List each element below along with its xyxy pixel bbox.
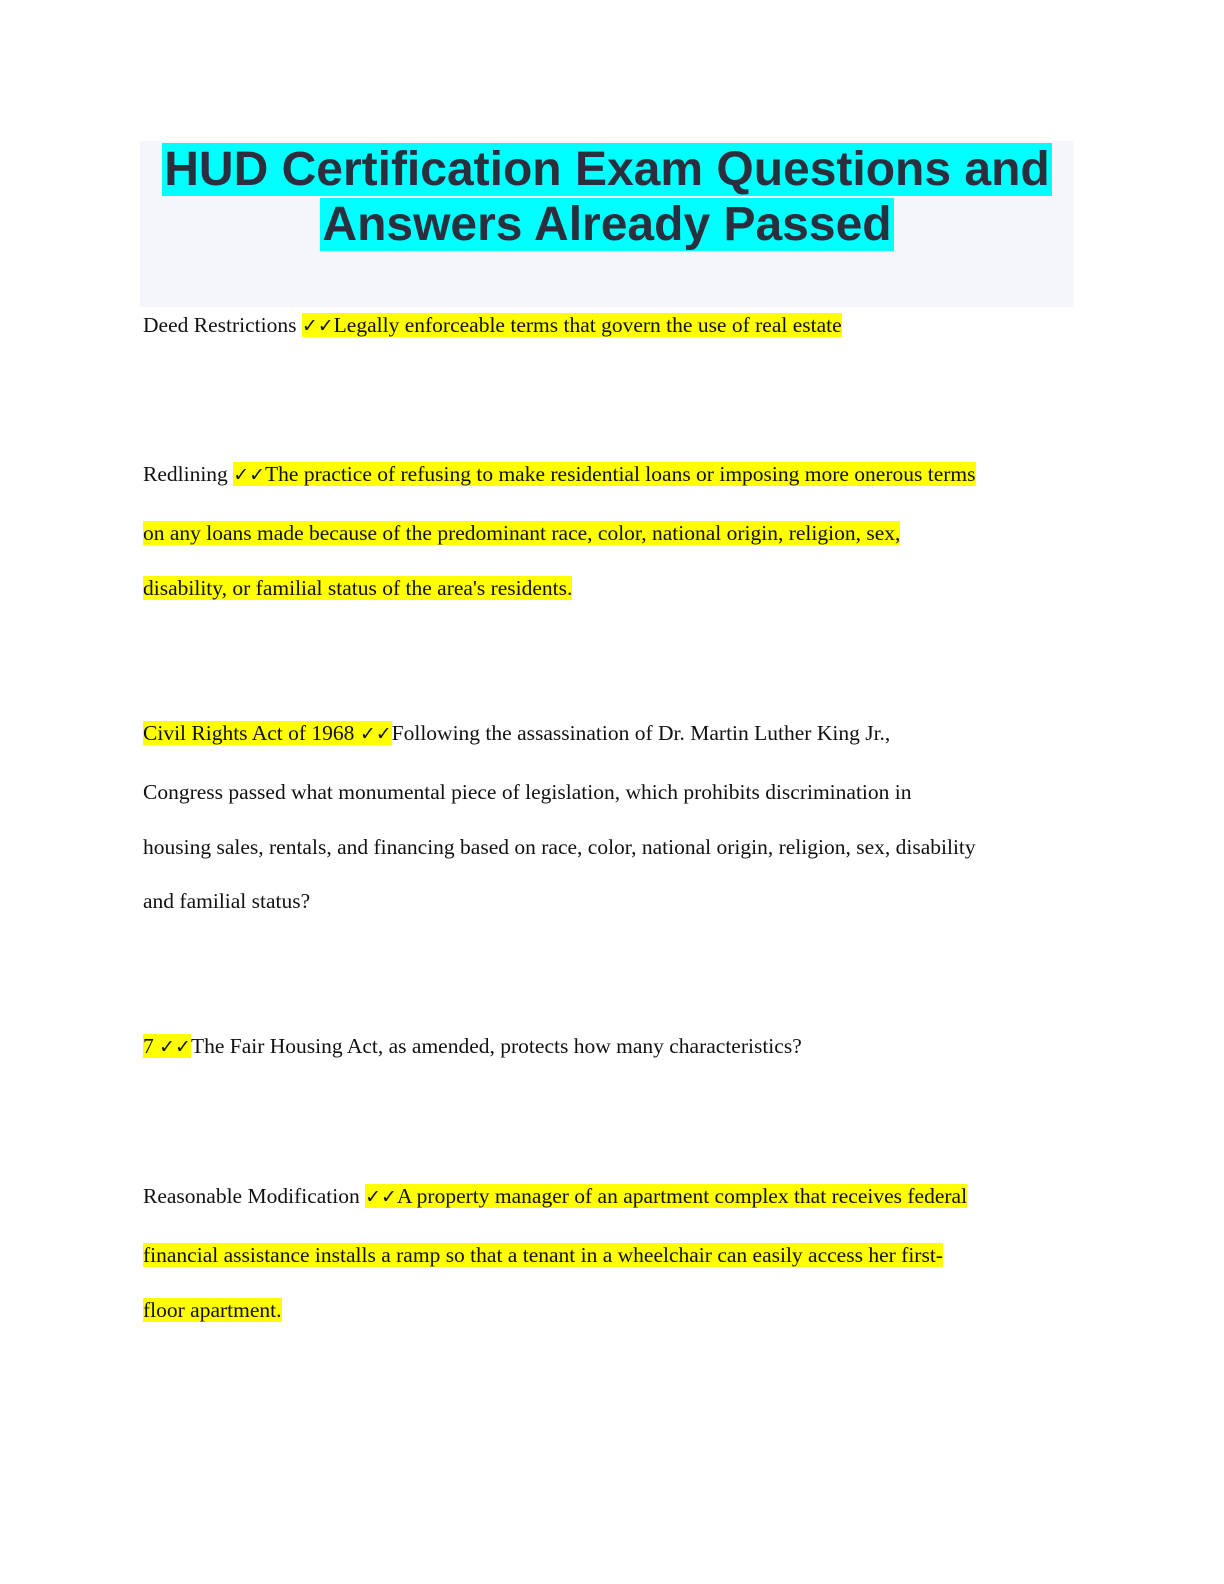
entry-reasonable-modification — [143, 1181, 967, 1212]
entry-question-continued: housing sales, rentals, and financing based on race, color, national origin, religion, sex, disability — [143, 835, 976, 859]
page-title-line-2: Answers Already Passed — [322, 198, 892, 251]
double-check-icon: ✓✓ — [359, 723, 392, 745]
entry-answer: ✓✓The practice of refusing to make residential loans or imposing more onerous terms — [233, 462, 976, 486]
entry-deed-restrictions — [143, 310, 842, 341]
double-check-icon: ✓✓ — [233, 464, 266, 486]
entry-answer: ✓✓Legally enforceable terms that govern the use of real estate — [301, 313, 842, 337]
entry-redlining — [143, 459, 976, 490]
title-block — [140, 141, 1074, 307]
entry-question: Following the assassination of Dr. Martin Luther King Jr., — [391, 721, 891, 745]
entry-answer: Civil Rights Act of 1968 ✓✓ — [143, 721, 392, 745]
entry-question-continued: Congress passed what monumental piece of legislation, which prohibits discrimination in — [143, 780, 912, 804]
entry-question: The Fair Housing Act, as amended, protects how many characteristics? — [190, 1034, 802, 1058]
page-title-line-1: HUD Certification Exam Questions and — [164, 143, 1050, 196]
entry-term: Reasonable Modification — [143, 1184, 360, 1208]
entry-answer-continued: on any loans made because of the predominant race, color, national origin, religion, sex, — [143, 521, 901, 545]
entry-answer-continued: floor apartment. — [143, 1298, 282, 1322]
entry-term: Deed Restrictions — [143, 313, 297, 337]
double-check-icon: ✓✓ — [159, 1036, 191, 1058]
entry-answer-continued: financial assistance installs a ramp so that a tenant in a wheelchair can easily access her first- — [143, 1243, 943, 1267]
entry-term: Redlining — [143, 462, 228, 486]
entry-civil-rights-act — [143, 718, 890, 749]
entry-question-continued: and familial status? — [143, 889, 311, 913]
entry-answer: ✓✓A property manager of an apartment complex that receives federal — [365, 1184, 968, 1208]
entry-answer-continued: disability, or familial status of the area's residents. — [143, 576, 573, 600]
double-check-icon: ✓✓ — [365, 1186, 397, 1208]
entry-answer: 7 ✓✓ — [143, 1034, 191, 1058]
double-check-icon: ✓✓ — [301, 315, 334, 337]
entry-fair-housing-count — [143, 1031, 802, 1062]
